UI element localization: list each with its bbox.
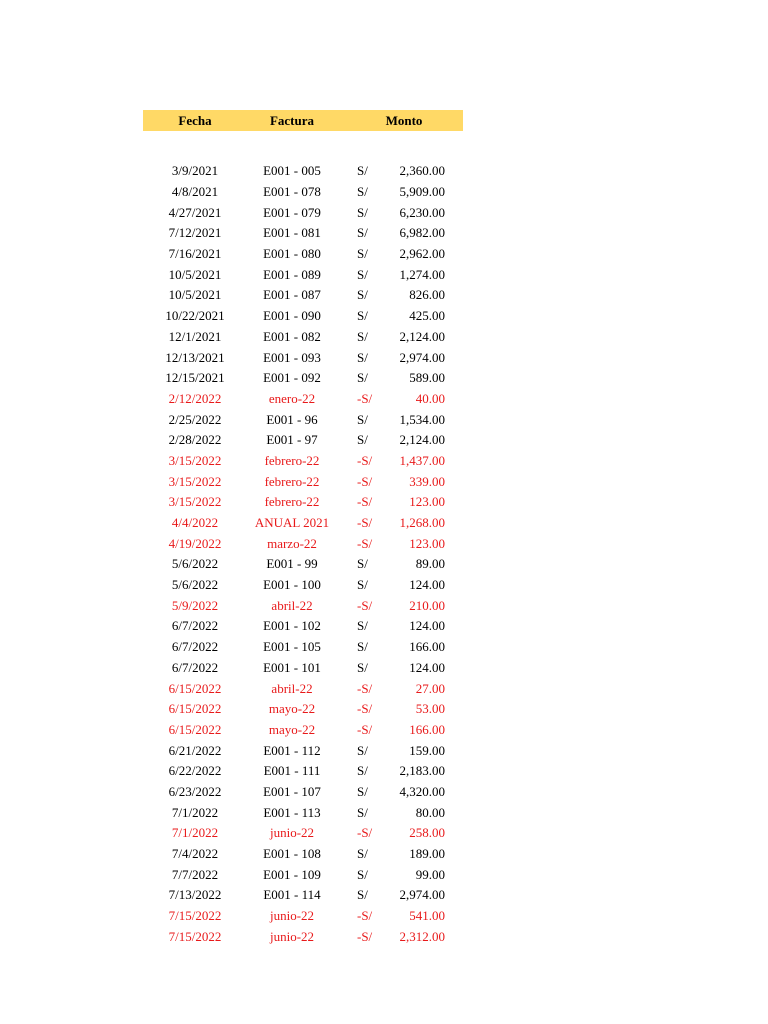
cell-monto: 541.00 — [409, 908, 445, 924]
cell-fecha: 7/4/2022 — [171, 846, 219, 862]
cell-currency: S/ — [357, 866, 368, 882]
cell-monto: 5,909.00 — [399, 184, 445, 200]
cell-monto: 124.00 — [409, 577, 445, 593]
cell-fecha: 7/7/2022 — [171, 866, 219, 882]
cell-fecha: 4/27/2021 — [168, 204, 222, 220]
table-row — [143, 616, 463, 637]
cell-monto: 6,982.00 — [399, 225, 445, 241]
cell-factura: febrero-22 — [264, 452, 320, 468]
cell-monto: 40.00 — [415, 390, 445, 406]
column-header-fecha: Fecha — [178, 112, 212, 128]
cell-monto: 4,320.00 — [399, 783, 445, 799]
cell-currency: -S/ — [357, 535, 373, 551]
cell-fecha: 12/1/2021 — [168, 328, 222, 344]
cell-currency: -S/ — [357, 908, 373, 924]
cell-factura: E001 - 101 — [263, 659, 321, 675]
table-row — [143, 161, 463, 182]
cell-currency: S/ — [357, 577, 368, 593]
cell-factura: E001 - 112 — [263, 742, 321, 758]
cell-factura: E001 - 092 — [263, 370, 321, 386]
cell-monto: 6,230.00 — [399, 204, 445, 220]
table-row — [143, 844, 463, 865]
cell-currency: -S/ — [357, 680, 373, 696]
cell-factura: E001 - 080 — [263, 246, 321, 262]
cell-fecha: 7/12/2021 — [168, 225, 222, 241]
cell-fecha: 7/16/2021 — [168, 246, 222, 262]
table-row — [143, 451, 463, 472]
table-row — [143, 699, 463, 720]
cell-factura: junio-22 — [269, 825, 315, 841]
cell-monto: 210.00 — [409, 597, 445, 613]
cell-fecha: 3/9/2021 — [171, 163, 219, 179]
cell-factura: febrero-22 — [264, 494, 320, 510]
cell-fecha: 6/7/2022 — [171, 618, 219, 634]
cell-fecha: 10/22/2021 — [165, 308, 225, 324]
table-row — [143, 285, 463, 306]
cell-fecha: 7/1/2022 — [171, 825, 219, 841]
table-row — [143, 864, 463, 885]
cell-factura: E001 - 109 — [263, 866, 321, 882]
cell-currency: -S/ — [357, 390, 373, 406]
cell-monto: 2,312.00 — [399, 928, 445, 944]
cell-factura: E001 - 97 — [266, 432, 318, 448]
table-header — [143, 110, 463, 131]
cell-currency: S/ — [357, 204, 368, 220]
cell-currency: -S/ — [357, 825, 373, 841]
cell-fecha: 2/28/2022 — [168, 432, 222, 448]
cell-fecha: 6/7/2022 — [171, 659, 219, 675]
cell-factura: E001 - 093 — [263, 349, 321, 365]
table-row — [143, 575, 463, 596]
cell-currency: -S/ — [357, 473, 373, 489]
cell-currency: S/ — [357, 804, 368, 820]
cell-currency: S/ — [357, 246, 368, 262]
cell-currency: -S/ — [357, 928, 373, 944]
cell-factura: E001 - 079 — [263, 204, 321, 220]
cell-fecha: 2/12/2022 — [168, 390, 222, 406]
cell-currency: -S/ — [357, 515, 373, 531]
cell-monto: 589.00 — [409, 370, 445, 386]
table-row — [143, 554, 463, 575]
cell-currency: S/ — [357, 783, 368, 799]
table-row — [143, 513, 463, 534]
cell-fecha: 6/15/2022 — [168, 680, 222, 696]
table-row — [143, 720, 463, 741]
cell-monto: 27.00 — [415, 680, 445, 696]
table-row — [143, 244, 463, 265]
cell-monto: 258.00 — [409, 825, 445, 841]
cell-currency: S/ — [357, 349, 368, 365]
cell-monto: 124.00 — [409, 659, 445, 675]
cell-factura: E001 - 102 — [263, 618, 321, 634]
cell-monto: 166.00 — [409, 721, 445, 737]
table-row — [143, 347, 463, 368]
cell-monto: 2,124.00 — [399, 432, 445, 448]
table-row — [143, 533, 463, 554]
table-row — [143, 223, 463, 244]
cell-factura: abril-22 — [271, 597, 313, 613]
cell-currency: S/ — [357, 266, 368, 282]
cell-monto: 1,274.00 — [399, 266, 445, 282]
cell-monto: 425.00 — [409, 308, 445, 324]
cell-factura: E001 - 99 — [266, 556, 318, 572]
cell-fecha: 6/7/2022 — [171, 639, 219, 655]
cell-monto: 339.00 — [409, 473, 445, 489]
cell-factura: E001 - 089 — [263, 266, 321, 282]
cell-currency: S/ — [357, 184, 368, 200]
cell-factura: E001 - 090 — [263, 308, 321, 324]
table-row — [143, 637, 463, 658]
cell-monto: 2,962.00 — [399, 246, 445, 262]
cell-currency: S/ — [357, 659, 368, 675]
table-row — [143, 471, 463, 492]
cell-monto: 159.00 — [409, 742, 445, 758]
cell-factura: E001 - 005 — [263, 163, 321, 179]
cell-factura: junio-22 — [269, 928, 315, 944]
cell-monto: 89.00 — [415, 556, 445, 572]
cell-monto: 1,437.00 — [399, 452, 445, 468]
cell-monto: 2,360.00 — [399, 163, 445, 179]
table-row — [143, 823, 463, 844]
cell-monto: 123.00 — [409, 535, 445, 551]
cell-monto: 2,183.00 — [399, 763, 445, 779]
cell-fecha: 4/8/2021 — [171, 184, 219, 200]
cell-fecha: 7/1/2022 — [171, 804, 219, 820]
cell-currency: S/ — [357, 163, 368, 179]
table-row — [143, 658, 463, 679]
cell-monto: 99.00 — [415, 866, 445, 882]
table-row — [143, 430, 463, 451]
cell-fecha: 12/15/2021 — [165, 370, 225, 386]
cell-fecha: 3/15/2022 — [168, 473, 222, 489]
cell-fecha: 6/23/2022 — [168, 783, 222, 799]
cell-factura: febrero-22 — [264, 473, 320, 489]
table-body — [143, 161, 463, 947]
cell-monto: 123.00 — [409, 494, 445, 510]
cell-fecha: 10/5/2021 — [168, 266, 222, 282]
cell-factura: E001 - 107 — [263, 783, 321, 799]
cell-fecha: 3/15/2022 — [168, 452, 222, 468]
cell-fecha: 4/19/2022 — [168, 535, 222, 551]
cell-monto: 1,534.00 — [399, 411, 445, 427]
cell-currency: S/ — [357, 639, 368, 655]
cell-factura: E001 - 96 — [266, 411, 318, 427]
cell-monto: 1,268.00 — [399, 515, 445, 531]
cell-fecha: 4/4/2022 — [171, 515, 219, 531]
cell-monto: 166.00 — [409, 639, 445, 655]
cell-fecha: 12/13/2021 — [165, 349, 225, 365]
cell-currency: S/ — [357, 887, 368, 903]
cell-fecha: 6/15/2022 — [168, 701, 222, 717]
table-row — [143, 389, 463, 410]
cell-factura: E001 - 078 — [263, 184, 321, 200]
cell-factura: E001 - 082 — [263, 328, 321, 344]
cell-currency: -S/ — [357, 721, 373, 737]
table-row — [143, 761, 463, 782]
cell-fecha: 6/22/2022 — [168, 763, 222, 779]
cell-fecha: 6/21/2022 — [168, 742, 222, 758]
cell-factura: mayo-22 — [268, 701, 316, 717]
column-header-factura: Factura — [269, 112, 315, 128]
cell-factura: E001 - 087 — [263, 287, 321, 303]
cell-currency: -S/ — [357, 494, 373, 510]
invoice-table — [143, 110, 463, 947]
cell-currency: S/ — [357, 432, 368, 448]
cell-fecha: 7/15/2022 — [168, 928, 222, 944]
cell-currency: S/ — [357, 618, 368, 634]
cell-fecha: 7/15/2022 — [168, 908, 222, 924]
cell-fecha: 5/9/2022 — [171, 597, 219, 613]
table-row — [143, 906, 463, 927]
table-row — [143, 802, 463, 823]
cell-monto: 2,974.00 — [399, 349, 445, 365]
cell-fecha: 10/5/2021 — [168, 287, 222, 303]
header-spacer — [143, 131, 463, 161]
table-row — [143, 327, 463, 348]
cell-fecha: 5/6/2022 — [171, 556, 219, 572]
table-row — [143, 368, 463, 389]
cell-currency: -S/ — [357, 597, 373, 613]
cell-factura: E001 - 081 — [263, 225, 321, 241]
table-row — [143, 306, 463, 327]
cell-currency: S/ — [357, 556, 368, 572]
table-row — [143, 492, 463, 513]
table-row — [143, 782, 463, 803]
table-row — [143, 740, 463, 761]
cell-currency: -S/ — [357, 701, 373, 717]
cell-monto: 53.00 — [415, 701, 445, 717]
cell-currency: S/ — [357, 308, 368, 324]
cell-factura: E001 - 111 — [263, 763, 321, 779]
table-row — [143, 182, 463, 203]
cell-monto: 826.00 — [409, 287, 445, 303]
table-row — [143, 202, 463, 223]
cell-fecha: 2/25/2022 — [168, 411, 222, 427]
cell-factura: E001 - 100 — [263, 577, 321, 593]
cell-factura: ANUAL 2021 — [254, 515, 330, 531]
cell-factura: E001 - 113 — [263, 804, 321, 820]
table-row — [143, 885, 463, 906]
cell-monto: 124.00 — [409, 618, 445, 634]
cell-fecha: 6/15/2022 — [168, 721, 222, 737]
cell-factura: junio-22 — [269, 908, 315, 924]
cell-factura: abril-22 — [271, 680, 313, 696]
table-row — [143, 678, 463, 699]
cell-currency: S/ — [357, 328, 368, 344]
cell-monto: 2,974.00 — [399, 887, 445, 903]
cell-factura: E001 - 114 — [263, 887, 321, 903]
cell-fecha: 5/6/2022 — [171, 577, 219, 593]
table-row — [143, 926, 463, 947]
cell-currency: S/ — [357, 287, 368, 303]
table-row — [143, 595, 463, 616]
cell-currency: S/ — [357, 846, 368, 862]
cell-monto: 2,124.00 — [399, 328, 445, 344]
cell-currency: S/ — [357, 370, 368, 386]
cell-currency: S/ — [357, 763, 368, 779]
cell-currency: -S/ — [357, 452, 373, 468]
cell-factura: marzo-22 — [267, 535, 317, 551]
cell-monto: 189.00 — [409, 846, 445, 862]
cell-currency: S/ — [357, 411, 368, 427]
cell-currency: S/ — [357, 225, 368, 241]
cell-factura: E001 - 105 — [263, 639, 321, 655]
cell-fecha: 7/13/2022 — [168, 887, 222, 903]
cell-currency: S/ — [357, 742, 368, 758]
table-row — [143, 264, 463, 285]
column-header-monto: Monto — [385, 112, 423, 128]
cell-fecha: 3/15/2022 — [168, 494, 222, 510]
cell-monto: 80.00 — [415, 804, 445, 820]
cell-factura: enero-22 — [268, 390, 316, 406]
table-row — [143, 409, 463, 430]
cell-factura: E001 - 108 — [263, 846, 321, 862]
cell-factura: mayo-22 — [268, 721, 316, 737]
